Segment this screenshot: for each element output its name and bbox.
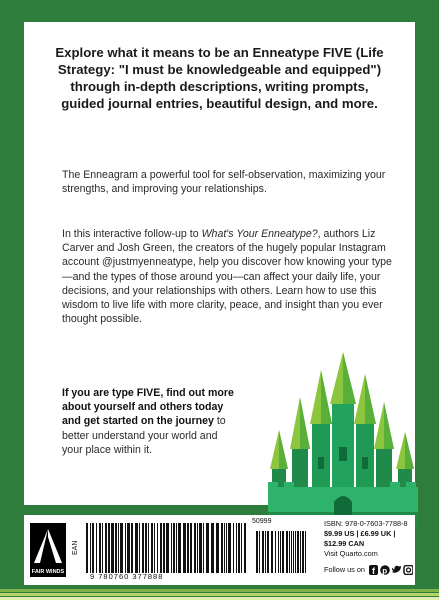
barcode-bar (241, 523, 242, 573)
barcode-bar (236, 523, 237, 573)
barcode-bar (238, 523, 240, 573)
svg-text:p: p (382, 566, 388, 576)
barcode-bar (145, 523, 147, 573)
barcode-bar (183, 523, 186, 573)
barcode-addon-bar (271, 531, 273, 573)
barcode-bar (206, 523, 209, 573)
social-icons (369, 565, 413, 575)
description-text-end: , authors Liz Carver and Josh Green, the creators of the hugely popular Instagram account @justmyenneatype, help you discover how knowing your type—and the types of those around you—can affect your daily life, your decisions, and your relationships with others. Learn how to use this wisdom to live life with more clarity, peace, and insight than you ever thought possible. (62, 228, 392, 326)
book-title-reference: What's Your Enneatype? (201, 228, 318, 240)
barcode-bar (108, 523, 110, 573)
instagram-icon[interactable] (404, 566, 413, 575)
ean-label: EAN (72, 540, 79, 555)
barcode-bar (135, 523, 138, 573)
headline: Explore what it means to be an Enneatype FIVE (Life Strategy: "I must be knowledgeable and equipped") through in-depth descriptions, writing prompts, guided journal entries, beautiful design, and more. (55, 45, 384, 111)
barcode-addon-bar (267, 531, 269, 573)
barcode-bar (160, 523, 162, 573)
barcode-bar (157, 523, 158, 573)
follow-label: Follow us on (324, 565, 365, 574)
call-to-action (62, 386, 237, 457)
barcode-bar (99, 523, 101, 573)
barcode-addon-bar (278, 531, 279, 573)
isbn: ISBN: 978-0-7603-7788-8 (324, 519, 408, 528)
barcode-bar (105, 523, 107, 573)
barcode-addon-bar (259, 531, 260, 573)
follow-row (324, 565, 414, 575)
barcode-bar (190, 523, 192, 573)
barcode-bar (233, 523, 234, 573)
barcode-addon-bar (265, 531, 266, 573)
barcode-bar (226, 523, 227, 573)
cta-rest: to better understand your world and your place within it. (62, 415, 226, 456)
bottom-stripe-1 (0, 589, 439, 592)
barcode-bar (125, 523, 126, 573)
barcode-bar (178, 523, 181, 573)
cta-bold: If you are type FIVE, find out more about yourself and others today and get started on the journey (62, 387, 234, 428)
barcode-bar (90, 523, 91, 573)
barcode-digits: 9 780760 377888 (90, 572, 164, 581)
barcode-bar (221, 523, 223, 573)
barcode-bar (244, 523, 246, 573)
barcode-bar (154, 523, 155, 573)
barcode-area (24, 515, 415, 585)
barcode-addon-bar (302, 531, 304, 573)
description-text-start: In this interactive follow-up to (62, 228, 202, 240)
description-paragraph (62, 227, 394, 326)
barcode-addon-bar (293, 531, 294, 573)
barcode-addon-bar (305, 531, 306, 573)
barcode-bar (151, 523, 153, 573)
barcode-bar (173, 523, 175, 573)
barcode-addon-bar (297, 531, 299, 573)
barcode-bar (166, 523, 169, 573)
twitter-icon[interactable] (392, 566, 401, 573)
publisher-name: FAIR WINDS (31, 569, 65, 575)
barcode-addon-bar (295, 531, 296, 573)
barcode-addon-bar (282, 531, 284, 573)
barcode-addon-bar (262, 531, 264, 573)
facebook-icon[interactable] (369, 565, 378, 575)
barcode-addon-bar (256, 531, 258, 573)
barcode-bar (216, 523, 219, 573)
barcode-bar (96, 523, 97, 573)
barcode-addon-bar (300, 531, 301, 573)
barcode-bar (111, 523, 114, 573)
barcode-bar (228, 523, 231, 573)
barcode-bar (163, 523, 165, 573)
barcode-bar (171, 523, 172, 573)
barcode-bar (199, 523, 202, 573)
barcode-addon-bar (280, 531, 281, 573)
barcode-bar (127, 523, 130, 573)
barcode-bar (115, 523, 117, 573)
barcode-bar (118, 523, 119, 573)
book-info (324, 519, 414, 575)
barcode-bar (86, 523, 88, 573)
barcode-bar (176, 523, 177, 573)
price: $9.99 US | £6.99 UK | $12.99 CAN (324, 529, 396, 548)
fair-winds-logo (30, 523, 66, 577)
barcode-bar (211, 523, 214, 573)
barcode-addon-bar (291, 531, 292, 573)
barcode-bar (197, 523, 198, 573)
bottom-stripe-2 (0, 593, 439, 596)
barcode-addon-bar (289, 531, 290, 573)
svg-text:f: f (372, 566, 375, 576)
barcode-bar (203, 523, 204, 573)
barcode-bar (187, 523, 189, 573)
barcode-bar (120, 523, 123, 573)
castle-illustration (264, 352, 424, 527)
barcode-bar (131, 523, 133, 573)
intro-paragraph: The Enneagram a powerful tool for self-observation, maximizing your strengths, and improving your relationships. (62, 169, 386, 196)
barcode-bar (148, 523, 149, 573)
barcode-addon-bar (286, 531, 288, 573)
website-link[interactable]: Visit Quarto.com (324, 549, 378, 558)
barcode-bar (224, 523, 225, 573)
barcode-bar (194, 523, 196, 573)
back-cover-panel (24, 22, 415, 505)
barcode-bar (139, 523, 140, 573)
barcode-addon-number: 50999 (252, 518, 272, 525)
pinterest-icon[interactable] (380, 565, 390, 575)
barcode-bar (142, 523, 144, 573)
barcode-addon-bar (275, 531, 276, 573)
barcode-bar (92, 523, 94, 573)
barcode-bar (102, 523, 103, 573)
